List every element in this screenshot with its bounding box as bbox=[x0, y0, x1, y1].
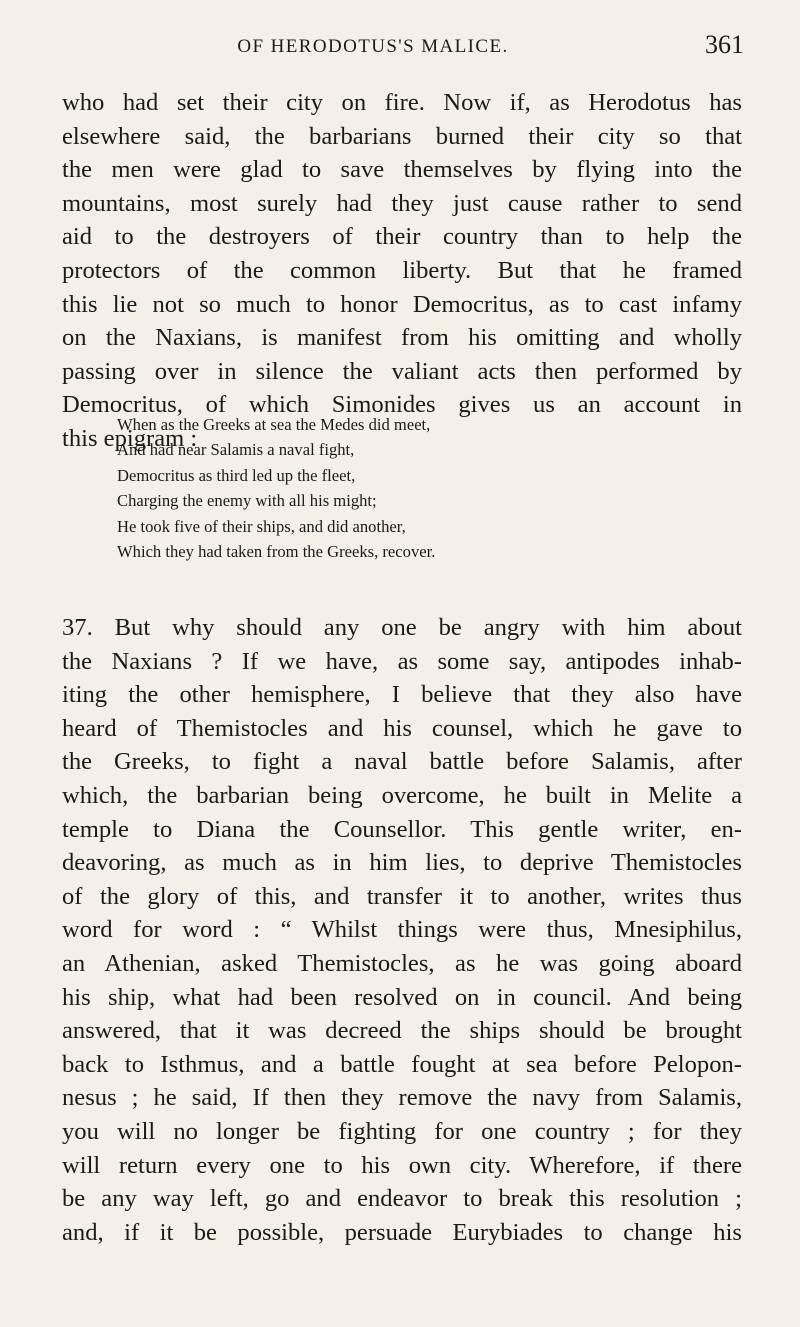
text-line: word for word : “ Whilst things were thus, Mnesiphilus, bbox=[62, 916, 742, 944]
text-line: this epigram : bbox=[62, 424, 198, 452]
text-line: on the Naxians, is manifest from his omitting and wholly bbox=[62, 324, 742, 352]
text-line: answered, that it was decreed the ships should be brought bbox=[62, 1017, 742, 1045]
text-line: mountains, most surely had they just cause rather to send bbox=[62, 189, 742, 217]
text-line: aid to the destroyers of their country than to help the bbox=[62, 223, 742, 251]
text-line: who had set their city on fire. Now if, as Herodotus has bbox=[62, 89, 742, 116]
text-line: deavoring, as much as in him lies, to deprive Themistocles bbox=[62, 849, 742, 877]
text-line: an Athenian, asked Themistocles, as he was going aboard bbox=[62, 949, 742, 977]
text-line: temple to Diana the Counsellor. This gentle writer, en- bbox=[62, 815, 742, 843]
text-line: nesus ; he said, If then they remove the navy from Salamis, bbox=[62, 1084, 742, 1112]
text-line: the Naxians ? If we have, as some say, antipodes inhab- bbox=[62, 647, 742, 675]
paragraph-1 bbox=[62, 86, 742, 456]
text-line: iting the other hemisphere, I believe that they also have bbox=[62, 681, 742, 709]
text-line: protectors of the common liberty. But that he framed bbox=[62, 256, 742, 284]
verse-line: Democritus as third led up the fleet, bbox=[117, 465, 356, 485]
paragraph-2 bbox=[62, 611, 742, 1249]
text-line: passing over in silence the valiant acts then performed by bbox=[62, 357, 742, 385]
text-line: elsewhere said, the barbarians burned their city so that bbox=[62, 122, 742, 150]
text-line: the Greeks, to fight a naval battle before Salamis, after bbox=[62, 748, 742, 776]
verse-line: Which they had taken from the Greeks, recover. bbox=[117, 542, 436, 562]
text-line: be any way left, go and endeavor to break this resolution ; bbox=[62, 1185, 742, 1213]
verse-line: He took five of their ships, and did another, bbox=[117, 516, 406, 536]
text-line: Democritus, of which Simonides gives us an account in bbox=[62, 391, 742, 419]
page-number: 361 bbox=[705, 30, 744, 59]
text-line: will return every one to his own city. Wherefore, if there bbox=[62, 1151, 742, 1179]
text-line: 37. But why should any one be angry with him about bbox=[62, 614, 742, 641]
text-line: heard of Themistocles and his counsel, which he gave to bbox=[62, 714, 742, 742]
running-title: OF HERODOTUS'S MALICE. bbox=[237, 36, 509, 57]
epigram bbox=[117, 412, 677, 564]
verse-line: Charging the enemy with all his might; bbox=[117, 491, 377, 511]
text-line: back to Isthmus, and a battle fought at sea before Pelopon- bbox=[62, 1050, 742, 1078]
text-line: the men were glad to save themselves by flying into the bbox=[62, 156, 742, 184]
text-line: you will no longer be fighting for one country ; for they bbox=[62, 1117, 742, 1145]
text-line: which, the barbarian being overcome, he built in Melite a bbox=[62, 781, 742, 809]
verse-line: And had near Salamis a naval fight, bbox=[117, 440, 355, 460]
verse-line: When as the Greeks at sea the Medes did meet, bbox=[117, 415, 431, 434]
text-line: and, if it be possible, persuade Eurybiades to change his bbox=[62, 1218, 742, 1246]
text-line: of the glory of this, and transfer it to another, writes thus bbox=[62, 882, 742, 910]
running-head bbox=[0, 30, 800, 66]
text-line: his ship, what had been resolved on in council. And being bbox=[62, 983, 742, 1011]
text-line: this lie not so much to honor Democritus, as to cast infamy bbox=[62, 290, 742, 318]
